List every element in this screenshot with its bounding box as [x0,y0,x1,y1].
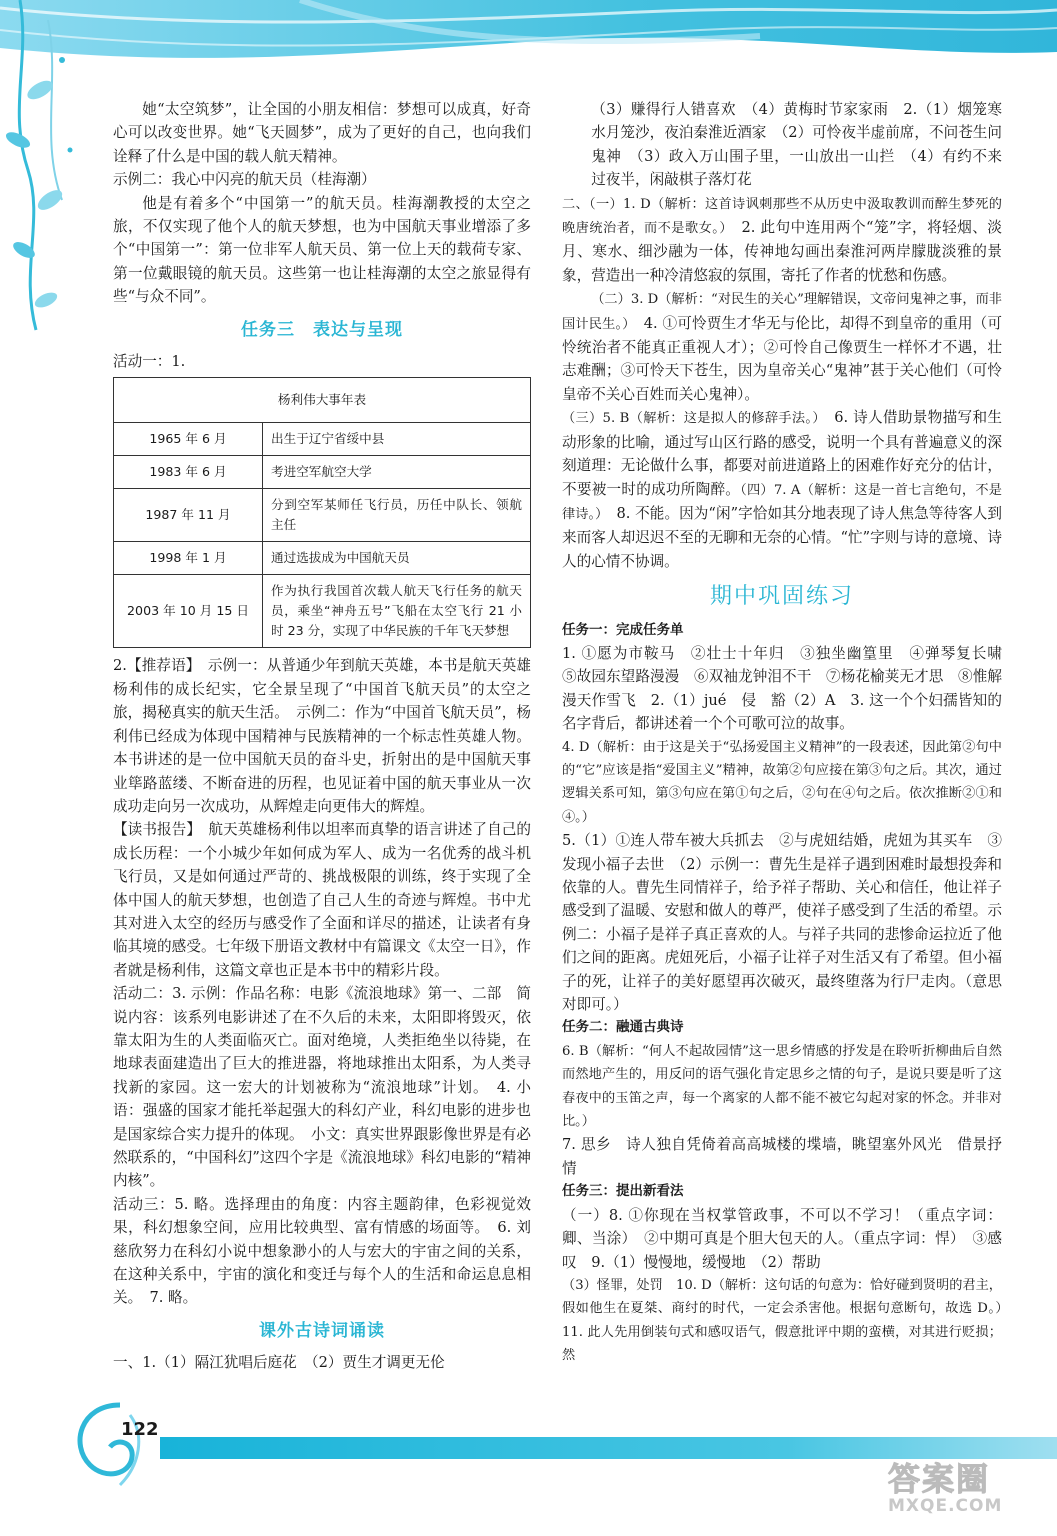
table-cell-event: 考进空军航空大学 [263,456,531,489]
section-heading: 任务三 表达与呈现 [241,319,403,340]
table-cell-event: 分到空军某师任飞行员，历任中队长、领航主任 [263,489,531,542]
table-cell-event: 通过选拔成为中国航天员 [263,542,531,575]
paragraph: 5.（1）①连人带车被大兵抓去 ②与虎妞结婚，虎妞为其买车 ③发现小福子去世 （2）示例一：曹先生是祥子遇到困难时最想投奔和依靠的人。曹先生同情祥子，给予祥子帮助、关心和信任，他让祥子感受到了温暖、安慰和做人的尊严，使祥子感受到了生活的希望。示例二：小福子是祥子真正喜欢的人。与祥子共同的悲惨命运拉近了他们之间的距离。虎妞死后，小福子让祥子对生活又有了希望。但小福子的死，让祥子的美好愿望再次破灭，最终堕落为行尸走肉。（意思对即可。） [562,832,1002,1014]
watermark-url: MXQE.COM [888,1496,1003,1516]
answer-text: 4. ①可怜贾生才华无与伦比，却得不到皇帝的重用（可怜统治者不能真正重视人才）；②可怜自己像贾生一样怀才不遇，壮志难酬；③可怜天下苍生，因为皇帝关心“鬼神”甚于关心他们（可怜皇帝不关心百姓而关心鬼神）。 [562,314,1002,403]
paragraph [562,287,1002,406]
table-cell-date: 1983 年 6 月 [114,456,263,489]
left-column [113,98,531,1375]
answer-text: 2. 此句中连用两个“笼”字，将轻烟、淡月、寒水、细沙融为一体，传神地勾画出秦淮河两岸朦胧淡雅的景象，营造出一种冷清悠寂的氛围，寄托了作者的忧愁和伤感。 [562,219,1002,284]
paragraph: 一、1.（1）隔江犹唱后庭花 （2）贾生才调更无伦 [113,1354,445,1372]
paragraph: （一）8. ①你现在当权掌管政事，不可以不学习！（重点字词：卿、当涂） ②中期可真是个胆大包天的人。（重点字词：悍） ③感叹 9.（1）慢慢地，缓慢地 （2）帮助 [562,1206,1002,1271]
paragraph: （3）怪罪，处罚 10. D（解析：这句话的句意为：恰好碰到贤明的君主，假如他生在夏桀、商纣的时代，一定会杀害他。根据句意断句，故选 D。） 11. 此人先用倒装句式和感叹语气，假意批评中期的蛮横，对其进行贬损；然 [562,1277,1016,1364]
table-cell-date: 2003 年 10 月 15 日 [114,575,263,648]
answer-analysis: （二）3. D（解析：“对民生的关心”理解错误，文帝问鬼神之事，而非国计民生。） [562,292,1002,332]
paragraph: 示例二：我心中闪亮的航天员（桂海潮） [113,171,376,189]
table-row [114,489,531,542]
paragraph: 1. ①愿为市鞍马 ②壮士十年归 ③独坐幽篁里 ④弹琴复长啸 ⑤故园东望路漫漫 ⑥双袖龙钟泪不干 ⑦杨花榆荚无才思 ⑧惟解漫天作雪飞 2.（1）jué 侵 豁（2）A 3. 这一个个妇孺皆知的名字背后，都讲述着一个个可歌可泣的故事。 [562,644,1017,733]
paragraph: 6. B（解析：“何人不起故园情”这一思乡情感的抒发是在聆听折柳曲后自然而然地产生的，用反问的语气强化肯定思乡之情的句子，是说只要是听了这春夜中的玉笛之声，每一个离家的人都不能不被它勾起对家的怀念。并非对比。） [562,1043,1002,1130]
section-heading: 期中巩固练习 [709,584,854,610]
paragraph: 4. D（解析：由于这是关于“弘扬爱国主义精神”的一段表述，因此第②句中的“它”应该是指“爱国主义”精神，故第②句应接在第③句之后。其次，通过逻辑关系可知，第③句应在第①句之后，②句在④句之后。依次推断②①和④。） [562,739,1002,825]
section-heading: 课外古诗词诵读 [259,1320,385,1341]
table-cell-date: 1987 年 11 月 [114,489,263,542]
paragraph: 7. 思乡 诗人独自凭倚着高高城楼的堞墙，眺望塞外风光 借景抒情 [562,1136,1002,1177]
task-label: 任务一：完成任务单 [562,621,684,638]
paragraph: 她“太空筑梦”，让全国的小朋友相信：梦想可以成真，好奇心可以改变世界。她“飞天圆梦”，成为了更好的自己，也向我们诠释了什么是中国的载人航天精神。 [113,101,531,165]
paragraph: 他是有着多个“中国第一”的航天员。桂海潮教授的太空之旅，不仅实现了他个人的航天梦想，也为中国航天事业增添了多个“中国第一”：第一位非军人航天员、第一位上天的载荷专家、第一位戴眼镜的航天员。这些第一也让桂海潮的太空之旅显得有些“与众不同”。 [113,194,531,306]
answer-analysis: （三）5. B（解析：这是拟人的修辞手法。） [562,411,820,427]
watermark [888,1454,1048,1532]
right-column [562,98,1017,1368]
paragraph: 活动二：3. 示例：作品名称：电影《流浪地球》第一、二部 简说内容：该系列电影讲述了在不久后的未来，太阳即将毁灭，依靠太阳为生的人类面临灭亡。面对绝境，人类拒绝坐以待毙，在地球表面建造出了巨大的推进器，将地球推出太阳系，为人类寻找新的家园。这一宏大的计划被称为“流浪地球”计划。 4. 小语：强盛的国家才能托举起强大的科幻产业，科幻电影的进步也是国家综合实力提升的体现。 小文：真实世界跟影像世界是有必然联系的，“中国科幻”这四个字是《流浪地球》科幻电影的“精神内核”。 [113,985,531,1190]
paragraph: 【读书报告】 航天英雄杨利伟以坦率而真挚的语言讲述了自己的成长历程：一个小城少年如何成为军人、成为一名优秀的战斗机飞行员，又是如何通过严苛的、挑战极限的训练，终于实现了全体中国人的航天梦想，也创造了自己人生的奇迹与辉煌。书中尤其对进入太空的经历与感受作了全面和详尽的描述，让读者有身临其境的感受。七年级下册语文教材中有篇课文《太空一日》，作者就是杨利伟，这篇文章也正是本书中的精彩片段。 [113,821,531,979]
answer-analysis: （四）7. A（解析：这是一首七言绝句，不是律诗。） [562,482,1002,522]
answer-text: 8. 不能。因为“闲”字恰如其分地表现了诗人焦急等待客人到来而客人却迟迟不至的无聊和无奈的心情。“忙”字则与诗的意境、诗人的心情不协调。 [562,504,1002,570]
table-cell-event: 出生于辽宁省绥中县 [263,423,531,456]
table-row [114,423,531,456]
timeline-table [113,377,531,648]
paragraph: 2.【推荐语】 示例一：从普通少年到航天英雄，本书是航天英雄杨利伟的成长纪实，它全景呈现了“中国首飞航天员”的太空之旅，揭秘真实的航天生活。 示例二：作为“中国首飞航天员”，杨利伟已经成为体现中国精神与民族精神的一个标志性英雄人物。本书讲述的是一位中国航天员的奋斗史，折射出的是中国航天事业筚路蓝缕、不断奋进的历程，也见证着中国的航天事业从一次成功走向另一次成功，从辉煌走向更伟大的辉煌。 [113,657,531,815]
answer-text: 6. 诗人借助景物描写和生动形象的比喻，通过写山区行路的感受，说明一个具有普遍意义的深刻道理：无论做什么事，都要对前进道路上的困难作好充分的估计，不要被一时的成功所陶醉。 [562,409,1002,498]
table-cell-date: 1965 年 6 月 [114,423,263,456]
paragraph: 活动一：1. [113,353,186,371]
answer-analysis: 二、（一）1. D（解析：这首诗讽刺那些不从历史中汲取教训而醉生梦死的晚唐统治者，而不是歌女。） [562,196,1002,237]
task-label: 任务二：融通古典诗 [562,1019,684,1036]
task-label: 任务三：提出新看法 [562,1183,684,1200]
vine-decoration [0,0,110,370]
table-row [114,575,531,648]
swirl-decoration [60,1395,160,1495]
paragraph: 活动三：5. 略。选择理由的角度：内容主题韵律，色彩视觉效果，科幻想象空间，应用比较典型、富有情感的场面等。 6. 刘慈欣努力在科幻小说中想象渺小的人与宏大的宇宙之间的关系，在这种关系中，宇宙的演化和变迁与每个人的生活和命运息息相关。 7. 略。 [113,1195,531,1307]
table-row [114,456,531,489]
header-banner [0,0,1057,78]
paragraph [562,192,1002,288]
paragraph [562,406,1002,573]
watermark-logo-text: 答案圈 [888,1460,991,1498]
page-number: 122 [121,1419,159,1440]
paragraph: （3）赚得行人错喜欢 （4）黄梅时节家家雨 2.（1）烟笼寒水月笼沙，夜泊秦淮近酒家 （2）可怜夜半虚前席，不问苍生问鬼神 （3）政入万山围子里，一山放出一山拦 （4）有约不来过夜半，闲敲棋子落灯花 [591,101,1002,189]
table-title: 杨利伟大事年表 [114,378,531,423]
table-cell-date: 1998 年 1 月 [114,542,263,575]
table-cell-event: 作为执行我国首次载人航天飞行任务的航天员，乘坐“神舟五号”飞船在太空飞行 21 小时 23 分，实现了中华民族的千年飞天梦想 [263,575,531,648]
table-row [114,542,531,575]
